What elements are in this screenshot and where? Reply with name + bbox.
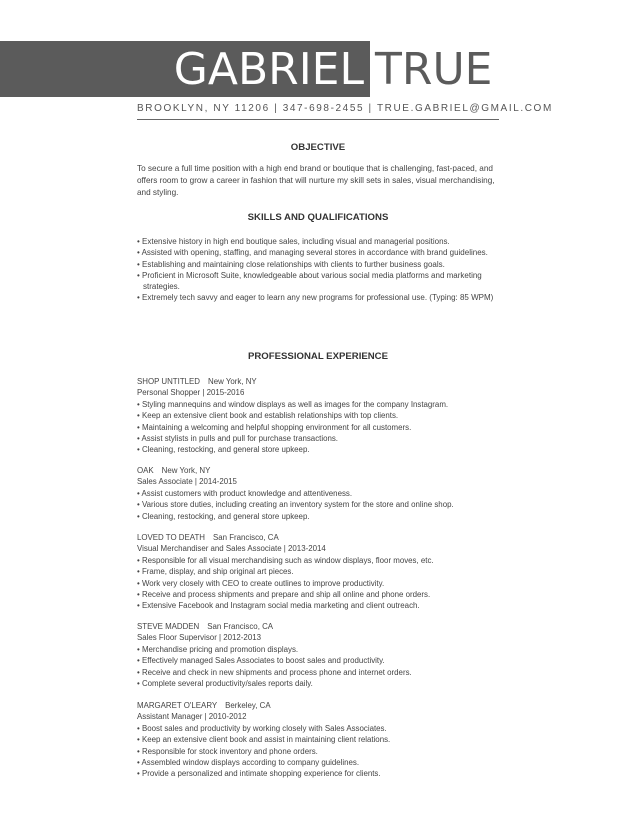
job-entry [137,621,517,689]
duties-list [137,644,517,690]
duties-list [137,399,517,456]
job-header [137,532,517,543]
job-role: Assistant Manager | 2010-2012 [137,712,247,722]
list-item: • Assist customers with product knowledge and attentiveness. [137,488,353,498]
job-role: Sales Floor Supervisor | 2012-2013 [137,633,261,643]
list-item: • Assist stylists in pulls and pull for purchase transactions. [137,434,338,444]
skills-list [137,236,507,304]
job-location: New York, NY [161,466,211,475]
company-name: LOVED TO DEATH [137,533,205,542]
job-role: Sales Associate | 2014-2015 [137,477,237,487]
list-item: • Complete several productivity/sales reports daily. [137,679,313,689]
list-item: • Various store duties, including creating an inventory system for the store and online shop. [137,500,454,510]
company-name: SHOP UNTITLED [137,377,200,386]
list-item: • Responsible for stock inventory and phone orders. [137,746,318,756]
job-role: Visual Merchandiser and Sales Associate | 2013-2014 [137,544,326,554]
duties-list [137,488,517,522]
job-location: New York, NY [208,377,257,386]
list-item: • Effectively managed Sales Associates to boost sales and productivity. [137,656,385,666]
list-item: • Receive and check in new shipments and process phone and internet orders. [137,667,412,677]
job-header [137,621,517,632]
list-item: • Extensive Facebook and Instagram social media marketing and client outreach. [137,601,420,611]
job-role: Personal Shopper | 2015-2016 [137,388,245,398]
objective-text: To secure a full time position with a high end brand or boutique that is challenging, fast-paced, and offers room to grow a career in fashion that will nurture my skill sets in sales, visual merchandising, and styling. [137,164,495,197]
job-entry [137,465,517,522]
list-item: • Maintaining a welcoming and helpful shopping environment for all customers. [137,422,412,432]
list-item: • Work very closely with CEO to create outlines to improve productivity. [137,578,385,588]
name-banner [0,41,370,97]
job-entry [137,376,517,456]
list-item: • Proficient in Microsoft Suite, knowledgeable about various social media platforms and marketing strategies. [137,270,482,292]
list-item: • Assisted with opening, staffing, and managing several stores in accordance with brand guidelines. [137,248,488,258]
list-item: • Boost sales and productivity by working closely with Sales Associates. [137,723,387,733]
job-header [137,376,517,387]
contact-info: BROOKLYN, NY 11206 | 347-698-2455 | TRUE.GABRIEL@GMAIL.COM [137,103,553,114]
first-name: GABRIEL [173,44,364,95]
list-item: • Provide a personalized and intimate shopping experience for clients. [137,769,381,779]
list-item: • Frame, display, and ship original art pieces. [137,567,294,577]
job-entry [137,700,517,780]
experience-heading: PROFESSIONAL EXPERIENCE [247,351,389,362]
list-item: • Cleaning, restocking, and general store upkeep. [137,445,310,455]
job-entry [137,532,517,612]
list-item: • Assembled window displays according to company guidelines. [137,758,360,768]
duties-list [137,723,517,780]
list-item: • Establishing and maintaining close relationships with clients to further business goals. [137,259,445,269]
list-item: • Responsible for all visual merchandising such as window displays, floor moves, etc. [137,555,434,565]
last-name: TRUE [375,44,493,95]
duties-list [137,555,517,612]
company-name: OAK [137,466,154,475]
job-location: San Francisco, CA [207,622,274,631]
list-item: • Styling mannequins and window displays as well as images for the company Instagram. [137,399,449,409]
header-divider [137,119,499,120]
company-name: STEVE MADDEN [137,622,200,631]
list-item: • Cleaning, restocking, and general store upkeep. [137,511,310,521]
company-name: MARGARET O'LEARY [137,701,218,710]
job-location: San Francisco, CA [212,533,279,542]
list-item: • Keep an extensive client book and establish relationships with top clients. [137,411,399,421]
objective-heading: OBJECTIVE [290,142,346,153]
job-header [137,465,517,476]
list-item: • Keep an extensive client book and assist in maintaining client relations. [137,735,391,745]
list-item: • Receive and process shipments and prepare and ship all online and phone orders. [137,590,431,600]
job-location: Berkeley, CA [225,701,271,710]
skills-heading: SKILLS AND QUALIFICATIONS [247,212,389,223]
list-item: • Extensive history in high end boutique sales, including visual and managerial positions. [137,237,450,246]
job-header [137,700,517,711]
list-item: • Extremely tech savvy and eager to learn any new programs for professional use. (Typing: 85 WPM) [137,293,494,303]
list-item: • Merchandise pricing and promotion displays. [137,644,299,654]
